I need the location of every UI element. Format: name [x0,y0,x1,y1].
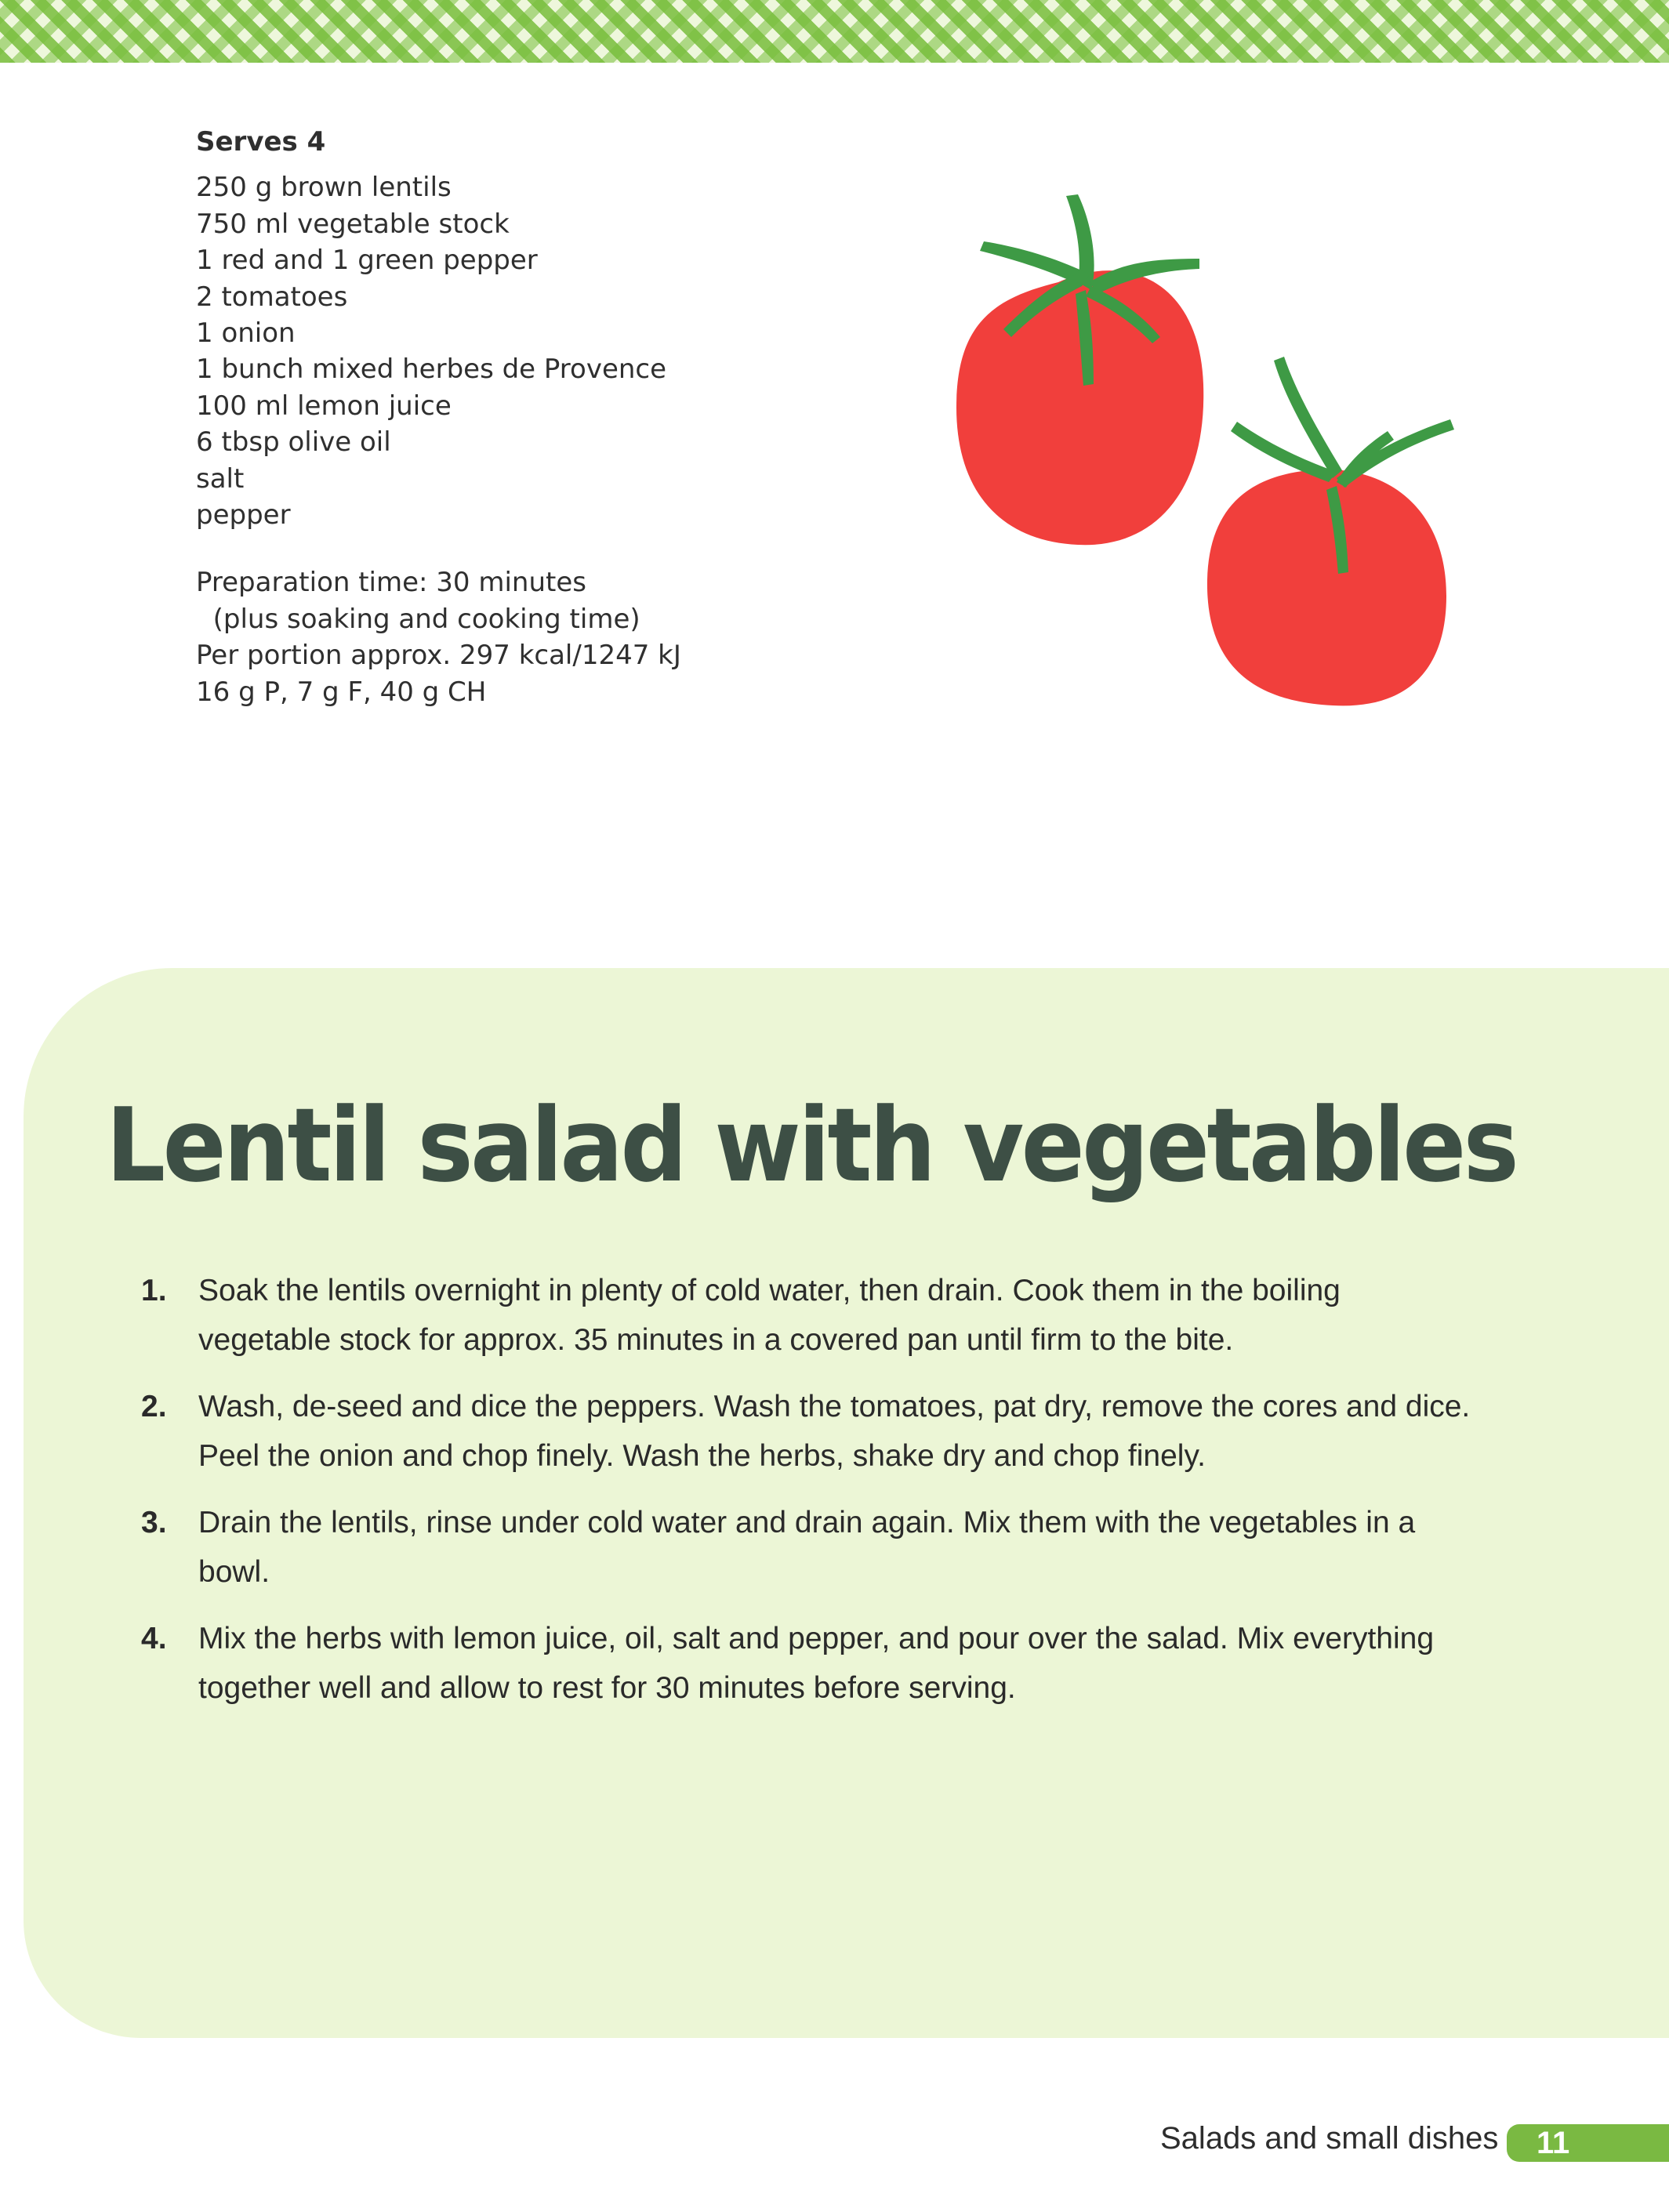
ingredient-item: 750 ml vegetable stock [196,208,510,240]
prep-time: Preparation time: 30 minutes [196,567,586,599]
ingredient-item: 2 tomatoes [196,281,348,313]
page-number: 11 [1537,2126,1570,2160]
method-step [141,1498,1474,1597]
ingredient-item: 100 ml lemon juice [196,390,452,422]
tomato-right [1207,357,1454,705]
step-number: 2. [141,1390,167,1423]
energy-per-portion: Per portion approx. 297 kcal/1247 kJ [196,640,681,672]
step-text: Mix the herbs with lemon juice, oil, salt and pepper, and pour over the salad. Mix everything together well and allow to rest for 30 minutes before serving. [198,1622,1435,1705]
recipe-title: Lentil salad with vegetables [106,1086,1517,1205]
step-text: Drain the lentils, rinse under cold water and drain again. Mix them with the vegetables in a bowl. [198,1506,1416,1589]
nutrition-info [196,564,902,710]
method-step [141,1614,1474,1713]
step-number: 1. [141,1274,167,1307]
method-step [141,1382,1474,1481]
ingredient-item: 250 g brown lentils [196,172,452,204]
ingredient-item: 1 onion [196,317,296,350]
nutrient-breakdown: 16 g P, 7 g F, 40 g CH [196,676,487,708]
ingredient-item: 1 red and 1 green pepper [196,245,538,277]
section-name: Salads and small dishes [1160,2121,1499,2156]
tomato-left [956,194,1203,545]
prep-note: (plus soaking and cooking time) [196,603,640,635]
step-text: Wash, de-seed and dice the peppers. Wash the tomatoes, pat dry, remove the cores and dice. Peel the onion and chop finely. Wash the herbs, shake dry and chop finely. [198,1390,1471,1473]
tomatoes-illustration [941,180,1474,729]
serves-label: Serves 4 [196,126,326,158]
step-number: 4. [141,1622,167,1655]
step-number: 3. [141,1506,167,1539]
ingredients-block [196,124,902,710]
ingredient-item: salt [196,462,245,495]
ingredient-list [196,169,902,533]
ingredient-item: 6 tbsp olive oil [196,426,391,459]
ingredient-item: pepper [196,499,291,531]
method-step [141,1266,1474,1365]
page-number-tab [1507,2124,1669,2162]
method-steps [141,1266,1474,1730]
step-text: Soak the lentils overnight in plenty of cold water, then drain. Cook them in the boiling vegetable stock for approx. 35 minutes in a covered pan until firm to the bite. [198,1274,1341,1357]
ingredient-item: 1 bunch mixed herbes de Provence [196,354,667,386]
gingham-header-border [0,0,1669,63]
